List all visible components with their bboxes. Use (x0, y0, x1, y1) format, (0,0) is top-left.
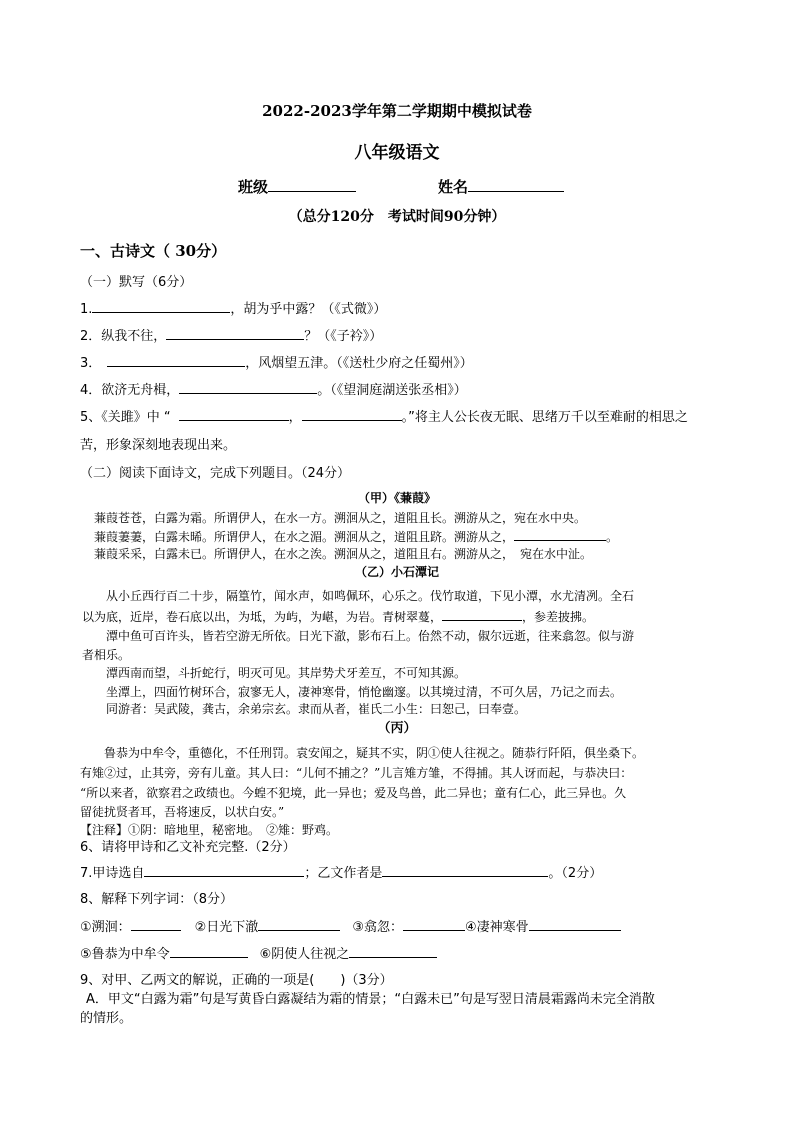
poem-title: （甲）《蒹葭》 (357, 491, 436, 505)
third-line: 留徒扰贤者耳，吾将速反，以状白安。” (80, 805, 285, 819)
essay-line: 从小丘西行百二十步，隔篁竹，闻水声，如鸣佩环，心乐之。伐竹取道，下见小潭，水尤清冽。全石 (106, 589, 635, 603)
name-label: 姓名 (438, 178, 469, 196)
question-7: 7.甲诗选自 ；乙文作者是 。（2分） (80, 862, 602, 881)
grade-subject-title: 八年级语文 (354, 143, 440, 163)
poem-line-2: 蒹葭萋萋，白露未晞。所谓伊人，在水之湄。溯洄从之，道阻且跻。溯游从之， 。 (94, 527, 618, 545)
question-5: 5、《关雎》中 “ ， 。”将主人公长夜无眠、思绪万千以至难耐的相思之 (80, 406, 688, 425)
question-1: 1. ，胡为乎中露？（《式微》） (80, 298, 386, 317)
question-8-row-2: ⑤鲁恭为中牟令 ⑥阴使人往视之 (80, 943, 437, 962)
essay-line: 者相乐。 (82, 648, 131, 662)
answer-blank[interactable] (514, 527, 606, 541)
essay-line: 以为底，近岸，卷石底以出，为坻，为屿，为嵁，为岩。青树翠蔓， ，参差披拂。 (82, 607, 594, 625)
answer-blank[interactable] (302, 407, 402, 421)
third-line: 有雉②过，止其旁，旁有儿童。其人曰：“儿何不捕之？”儿言雉方雏，不得捕。其人讶而起，与恭决曰： (80, 766, 633, 780)
answer-blank[interactable] (131, 917, 181, 931)
question-9: 9、对甲、乙两文的解说，正确的一项是( )（3分） (80, 973, 393, 988)
option-a-cont: 的情形。 (80, 1011, 133, 1026)
essay-line: 潭中鱼可百许头，皆若空游无所依。日光下澈，影布石上。佁然不动，俶尔远逝，往来翕忽。似与游 (106, 629, 635, 643)
answer-blank[interactable] (382, 863, 548, 877)
name-field[interactable] (438, 176, 564, 197)
question-6: 6、请将甲诗和乙文补充完整.（2分） (80, 840, 296, 855)
essay-line: 潭西南而望，斗折蛇行，明灭可见。其岸势犬牙差互，不可知其源。 (106, 666, 467, 680)
answer-blank[interactable] (349, 944, 437, 958)
third-line: 鲁恭为中牟令，重德化，不任刑罚。袁安闻之，疑其不实，阴①使人往视之。随恭行阡陌，俱坐桑下。 (104, 746, 645, 760)
third-title: （丙） (377, 721, 417, 736)
question-4: 4．欲济无舟楫， 。（《望洞庭湖送张丞相》） (80, 379, 467, 398)
score-info: （总分120分 考试时间90分钟） (288, 209, 506, 225)
question-2: 2．纵我不往， ？（《子衿》） (80, 325, 382, 344)
answer-blank[interactable] (92, 299, 230, 313)
essay-line: 坐潭上，四面竹树环合，寂寥无人，凄神寒骨，悄怆幽邃。以其境过清，不可久居，乃记之而去。 (106, 685, 623, 699)
answer-blank[interactable] (529, 917, 621, 931)
answer-blank[interactable] (144, 863, 304, 877)
class-field[interactable] (238, 176, 356, 197)
exam-title: 2022-2023学年第二学期期中模拟试卷 (262, 102, 532, 120)
third-line: “所以来者，欲察君之政绩也。今蝗不犯境，此一异也；爱及鸟兽，此二异也；童有仁心，此三异也。久 (80, 786, 627, 800)
essay-title: （乙）小石潭记 (354, 565, 439, 579)
poem-line-3: 蒹葭采采，白露未已。所谓伊人，在水之涘。溯洄从之，道阻且右。溯游从之， 宛在水中沚。 (94, 547, 593, 561)
annotation: 【注释】①阴：暗地里，秘密地。 ②雉：野鸡。 (80, 823, 339, 837)
answer-blank[interactable] (107, 353, 245, 367)
essay-line: 同游者：吴武陵，龚古，余弟宗玄。隶而从者，崔氏二小生：曰恕己，曰奉壹。 (106, 702, 527, 716)
poem-line-1: 蒹葭苍苍，白露为霜。所谓伊人，在水一方。溯洄从之，道阻且长。溯游从之，宛在水中央。 (94, 511, 587, 525)
class-blank[interactable] (268, 178, 356, 192)
answer-blank[interactable] (170, 944, 248, 958)
section-title: 一、古诗文（ 30分） (80, 242, 227, 260)
question-8: 8、解释下列字词：（8分） (80, 892, 234, 907)
answer-blank[interactable] (403, 917, 465, 931)
question-5-cont: 苦，形象深刻地表现出来。 (80, 438, 237, 453)
answer-blank[interactable] (442, 607, 522, 621)
part2-title: （二）阅读下面诗文，完成下列题目。（24分） (80, 466, 351, 481)
answer-blank[interactable] (258, 917, 340, 931)
question-8-row-1: ①溯洄： ②日光下澈 ③翕忽： ④凄神寒骨 (80, 916, 621, 935)
option-a: A．甲文“白露为霜”句是写黄昏白露凝结为霜的情景；“白露未已”句是写翌日清晨霜露尚未完全消散 (86, 992, 655, 1007)
answer-blank[interactable] (166, 326, 304, 340)
answer-blank[interactable] (179, 380, 317, 394)
class-label: 班级 (238, 178, 269, 196)
question-3: 3． ，风烟望五津。（《送杜少府之任蜀州》） (80, 352, 473, 371)
name-blank[interactable] (468, 178, 564, 192)
answer-blank[interactable] (179, 407, 289, 421)
part1-title: （一）默写（6分） (80, 275, 193, 290)
